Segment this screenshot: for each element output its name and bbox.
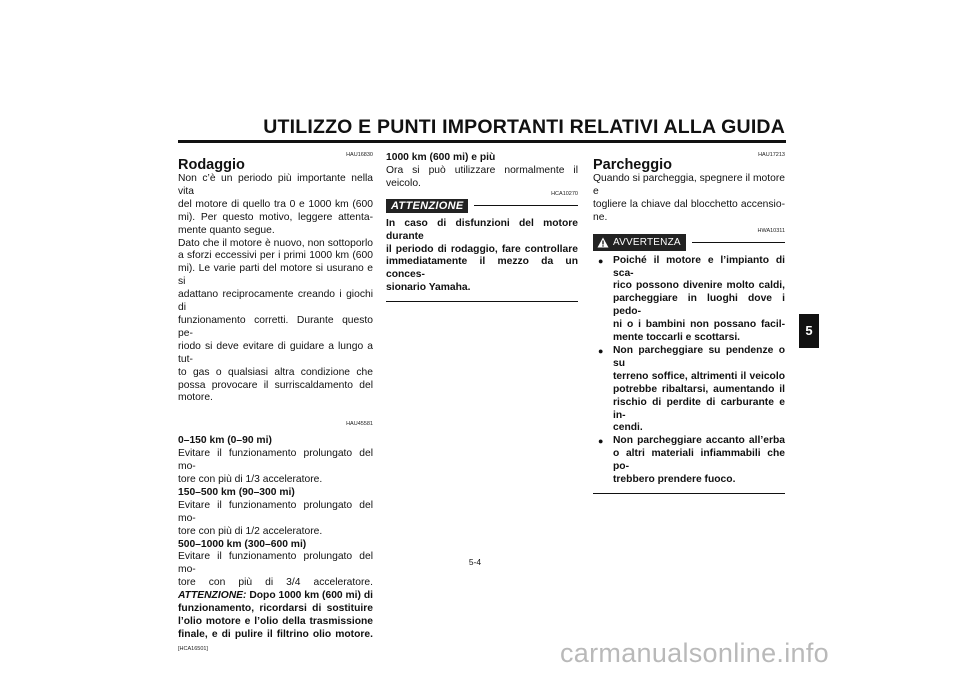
- section-heading-break-in: Rodaggio: [178, 157, 245, 173]
- ref-code: [HCA16501]: [178, 645, 208, 652]
- chapter-tab: 5: [799, 314, 819, 348]
- caution-label: ATTENZIONE:: [178, 590, 247, 602]
- stage-heading: 500–1000 km (300–600 mi): [178, 538, 307, 550]
- warning-box: [593, 234, 686, 251]
- warning-list: [593, 255, 785, 487]
- ref-code: HAU16830: [346, 152, 373, 158]
- warning-rule: [692, 242, 785, 243]
- list-item: ● Poiché il motore e l’impianto di sca- rico possono divenire molto caldi, parcheggiare in luoghi dove i pedo- ni o i bambini non possano facil- mente toccarli e scottarsi.: [598, 254, 785, 344]
- list-item: ● Non parcheggiare su pendenze o su terreno soffice, altrimenti il veicolo potrebbe ribaltarsi, aumentando il rischio di perdite di carburante e in- cendi.: [598, 344, 785, 434]
- warning-triangle-icon: [597, 237, 609, 248]
- list-item: ● Non parcheggiare accanto all’erba o altri materiali infiammabili che po- trebbero prendere fuoco.: [598, 435, 785, 486]
- ref-code: HAU45581: [346, 421, 373, 428]
- caution-inline: ATTENZIONE: Dopo 1000 km (600 mi) di: [178, 590, 373, 602]
- stage-heading: 0–150 km (0–90 mi): [178, 435, 272, 447]
- ref-code: HCA10270: [551, 190, 578, 197]
- column-break-in: [178, 152, 373, 652]
- section-heading-1000km: 1000 km (600 mi) e più: [386, 152, 496, 163]
- ref-code: HWA10311: [757, 227, 785, 234]
- header-rule: [178, 140, 786, 143]
- column-parking: [593, 152, 785, 494]
- page-title: UTILIZZO E PUNTI IMPORTANTI RELATIVI ALLA GUIDA: [263, 116, 785, 138]
- break-in-paragraph-2: Dato che il motore è nuovo, non sottoporlo a sforzi eccessivi per i primi 1000 km (600 mi). Le varie parti del motore si usurano e si adattano reciprocamente creando i giochi di funzionamento corretti. Durante questo pe- riodo si deve evitare di guidare a lungo a tut- to gas o qualsiasi altra condizione che possa provocare il surriscaldamento del motore.: [178, 237, 373, 404]
- break-in-stages: 0–150 km (0–90 mi) Evitare il funzionamento prolungato del mo- tore con più di 1/3 acceleratore. 150–500 km (90–300 mi) Evitare il funzionamento prolungato del mo- tore con più di 1/2 acceleratore. 500–1000 km (300–600 mi) Evitare il funzionamento prolungato del mo- tore con più di 3/4 acceleratore. ATTENZIONE: Dopo 1000 km (600 mi) di funzionamento, ricordarsi di sostituire l’olio motore e l’olio della trasmissione finale, e di pulire il filtrino olio motore.: [178, 435, 373, 640]
- warning-end-rule: [593, 493, 785, 494]
- attention-end-rule: [386, 301, 578, 302]
- watermark: carmanualsonline.info: [560, 638, 829, 668]
- parking-text: Quando si parcheggia, spegnere il motore e togliere la chiave dal blocchetto accensio- ne.: [593, 173, 785, 223]
- page-number: 5-4: [468, 557, 482, 567]
- bullet-icon: ●: [598, 255, 604, 266]
- warning-header: [593, 234, 785, 251]
- bullet-icon: ●: [598, 345, 604, 356]
- stage-heading: 150–500 km (90–300 mi): [178, 486, 295, 498]
- attention-header: [386, 199, 578, 213]
- column-after-break-in: [386, 152, 578, 302]
- warning-label: AVVERTENZA: [613, 236, 681, 248]
- attention-text: In caso di disfunzioni del motore durante il periodo di rodaggio, fare controllare immediatamente il mezzo da un conces- sionario Yamaha.: [386, 217, 578, 294]
- break-in-paragraph-1: Non c’è un periodo più importante nella vita del motore di quello tra 0 e 1000 km (600 mi). Per questo motivo, leggere attenta- mente quanto segue.: [178, 173, 373, 236]
- attention-label: ATTENZIONE: [386, 199, 468, 213]
- section-heading-parking: Parcheggio: [593, 157, 672, 173]
- after-break-in-text: Ora si può utilizzare normalmente il veicolo.: [386, 164, 578, 189]
- bullet-icon: ●: [598, 436, 604, 447]
- ref-code: HAU17213: [758, 152, 785, 158]
- attention-rule: [474, 205, 578, 206]
